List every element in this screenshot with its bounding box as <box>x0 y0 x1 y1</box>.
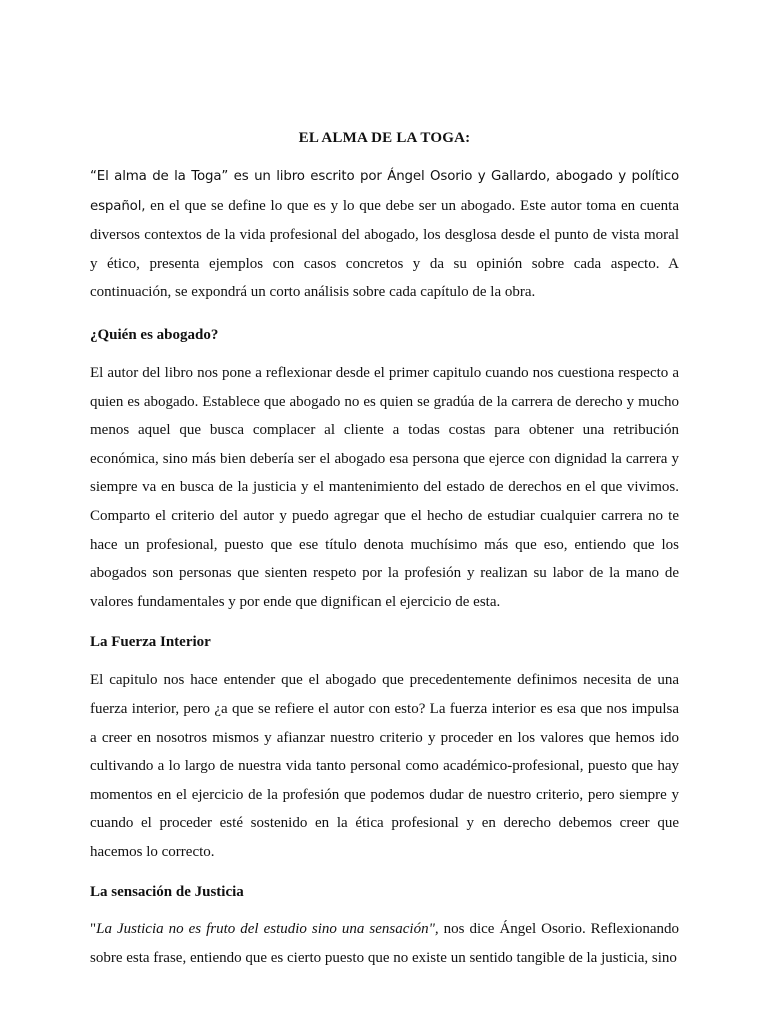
quote-open-mark: " <box>90 921 97 938</box>
intro-lead-text: “El alma de la Toga” es un libro escrito por Ángel Osorio y Gallardo, abogado y político español, <box>90 169 679 214</box>
section-heading-fuerza-interior: La Fuerza Interior <box>90 634 211 651</box>
document-page <box>90 128 679 973</box>
section-paragraph-text: nos dice Ángel Osorio. Reflexionando sobre esta frase, entiendo que es cierto puesto que no existe un sentido tangible de la justicia, sino <box>90 921 679 967</box>
page-title: EL ALMA DE LA TOGA: <box>298 130 471 146</box>
intro-paragraph <box>90 162 679 307</box>
section-paragraph-fuerza-interior: El capitulo nos hace entender que el abogado que precedentemente definimos necesita de una fuerza interior, pero ¿a que se refiere el autor con esto? La fuerza interior es esa que nos impulsa a creer en nosotros mismos y afianzar nuestro criterio y proceder en los valores que hemos ido cultivando a lo largo de nuestra vida tanto personal como académico-profesional, puesto que hay momentos en el ejercicio de la profesión que podemos dudar de nuestro criterio, pero siempre y cuando el proceder esté sostenido en la ética profesional y en derecho debemos creer que hacemos lo correcto. <box>90 672 679 860</box>
section-heading-quien-es-abogado: ¿Quién es abogado? <box>90 326 219 343</box>
intro-body-text: en el que se define lo que es y lo que debe ser un abogado. Este autor toma en cuenta diversos contextos de la vida profesional del abogado, los desglosa desde el punto de vista moral y ético, presenta ejemplos con casos concretos y da su opinión sobre cada aspecto. A continuación, se expondrá un corto análisis sobre cada capítulo de la obra. <box>90 197 680 301</box>
quoted-phrase: La Justicia no es fruto del estudio sino una sensación", <box>96 921 439 938</box>
section-paragraph-sensacion-justicia <box>90 915 679 972</box>
section-heading-sensacion-justicia: La sensación de Justicia <box>90 884 244 901</box>
section-paragraph-quien-es-abogado: El autor del libro nos pone a reflexionar desde el primer capitulo cuando nos cuestiona respecto a quien es abogado. Establece que abogado no es quien se gradúa de la carrera de derecho y mucho menos aquel que busca complacer al cliente a todas costas para obtener una retribución económica, sino más bien debería ser el abogado esa persona que ejerce con dignidad la carrera y siempre va en busca de la justicia y el mantenimiento del estado de derechos en el que vivimos. Comparto el criterio del autor y puedo agregar que el hecho de estudiar cualquier carrera no te hace un profesional, puesto que ese título denota muchísimo más que eso, entiendo que los abogados son personas que sienten respeto por la profesión y realizan su labor de la mano de valores fundamentales y por ende que dignifican el ejercicio de esta. <box>90 364 679 610</box>
